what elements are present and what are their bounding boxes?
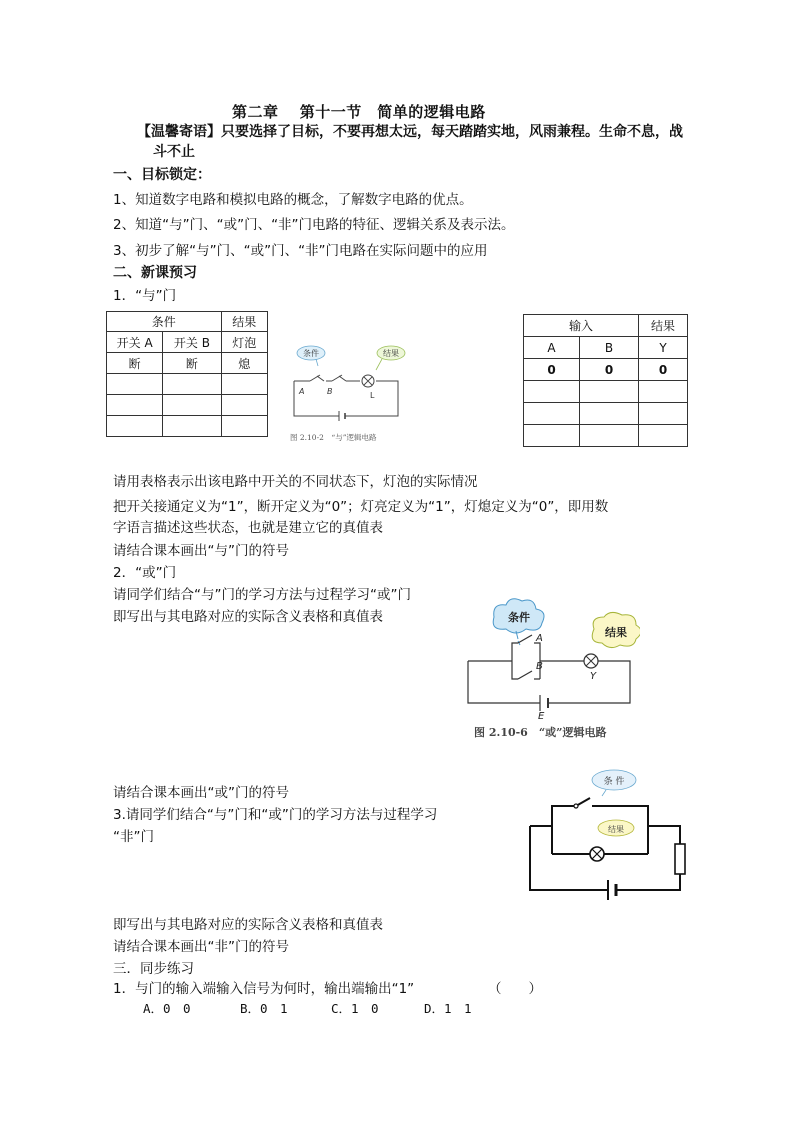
switch-a [518,635,532,643]
option-c: C．1 0 [331,1001,379,1016]
table-cell: 0 [639,359,688,381]
and-circuit-figure [284,336,424,446]
label-l: L [370,391,375,400]
table-header: 条件 [107,312,222,332]
and-paragraph-4: 请结合课本画出“与”门的符号 [113,543,289,559]
table-cell: 0 [524,359,580,381]
page-title: 第二章 第十一节 简单的逻辑电路 [232,103,486,121]
not-circuit-figure [522,766,692,906]
result-bubble-label: 结果 [608,825,624,834]
label-b: B [327,387,333,396]
table-cell: 断 [107,353,163,374]
and-gate-heading: 1．“与”门 [113,288,177,304]
table-row [524,425,688,447]
option-a: A．0 0 [143,1001,191,1016]
table-cell: B [580,337,639,359]
section3-heading: 三．同步练习 [113,961,194,977]
table-cell: Y [639,337,688,359]
motto-line-1: 【温馨寄语】只要选择了目标，不要再想太远，每天踏踏实地，风雨兼程。生命不息，战 [137,124,683,140]
or-paragraph-2: 即写出与其电路对应的实际含义表格和真值表 [113,609,383,625]
or-gate-heading: 2．“或”门 [113,565,177,581]
figure-caption: 图 2.10-2 “与”逻辑电路 [290,433,377,442]
goal-item-1: 1、知道数字电路和模拟电路的概念，了解数字电路的优点。 [113,192,473,208]
answer-paren: （ ） [488,981,542,997]
circuit-wire [468,643,630,703]
figure-caption: 图 2.10-6 “或”逻辑电路 [474,726,607,739]
table-header: 结果 [639,315,688,337]
or-circuit-figure [460,595,640,745]
question-1: 1．与门的输入端输入信号为何时，输出端输出“1” [113,981,415,997]
not-paragraph-1: 3.请同学们结合“与”门和“或”门的学习方法与过程学习 [113,807,438,823]
switch-b [332,375,342,381]
label-e: E [538,711,545,722]
and-paragraph-1: 请用表格表示出该电路中开关的不同状态下，灯泡的实际情况 [113,474,478,490]
table-row [107,374,268,395]
table-row [524,381,688,403]
label-y: Y [590,671,597,682]
condition-bubble-label: 条件 [508,611,530,624]
and-paragraph-3: 字语言描述这些状态，也就是建立它的真值表 [113,520,383,536]
not-paragraph-3: 即写出与其电路对应的实际含义表格和真值表 [113,917,383,933]
result-bubble-label: 结果 [383,349,399,358]
table-row [107,395,268,416]
condition-bubble-label: 条 件 [603,777,625,787]
table-row [524,403,688,425]
goal-item-3: 3、初步了解“与”门、“或”门、“非”门电路在实际问题中的应用 [113,243,488,259]
table-row [107,416,268,437]
section2-heading: 二、新课预习 [113,265,197,281]
table-cell: 开关 A [107,332,163,353]
condition-bubble-label: 条件 [303,349,319,358]
table-cell: 开关 B [163,332,221,353]
label-b: B [536,661,543,672]
goal-item-2: 2、知道“与”门、“或”门、“非”门电路的特征、逻辑关系及表示法。 [113,217,515,233]
table-cell: 断 [163,353,221,374]
and-condition-table [106,311,268,437]
not-paragraph-4: 请结合课本画出“非”门的符号 [113,939,289,955]
or-paragraph-1: 请同学们结合“与”门的学习方法与过程学习“或”门 [113,587,411,603]
not-paragraph-2: “非”门 [113,829,154,845]
resistor-icon [675,844,685,874]
table-cell: A [524,337,580,359]
switch-b [518,671,532,679]
motto-line-2: 斗不止 [153,144,195,160]
table-cell: 0 [580,359,639,381]
or-paragraph-3: 请结合课本画出“或”门的符号 [113,785,289,801]
table-cell: 灯泡 [221,332,267,353]
table-cell: 熄 [221,353,267,374]
option-b: B．0 1 [240,1001,288,1016]
label-a: A [299,387,305,396]
circuit-wire [294,376,398,416]
table-header: 结果 [221,312,267,332]
option-d: D．1 1 [424,1001,472,1016]
table-header: 输入 [524,315,639,337]
section1-heading: 一、目标锁定： [113,167,211,183]
and-paragraph-2: 把开关接通定义为“1”，断开定义为“0”；灯亮定义为“1”，灯熄定义为“0”，即用数 [113,499,609,515]
switch-a [310,375,320,381]
result-bubble-label: 结果 [605,626,627,639]
label-a: A [536,633,543,644]
circuit-wire [530,806,680,890]
and-truth-table [523,314,688,447]
